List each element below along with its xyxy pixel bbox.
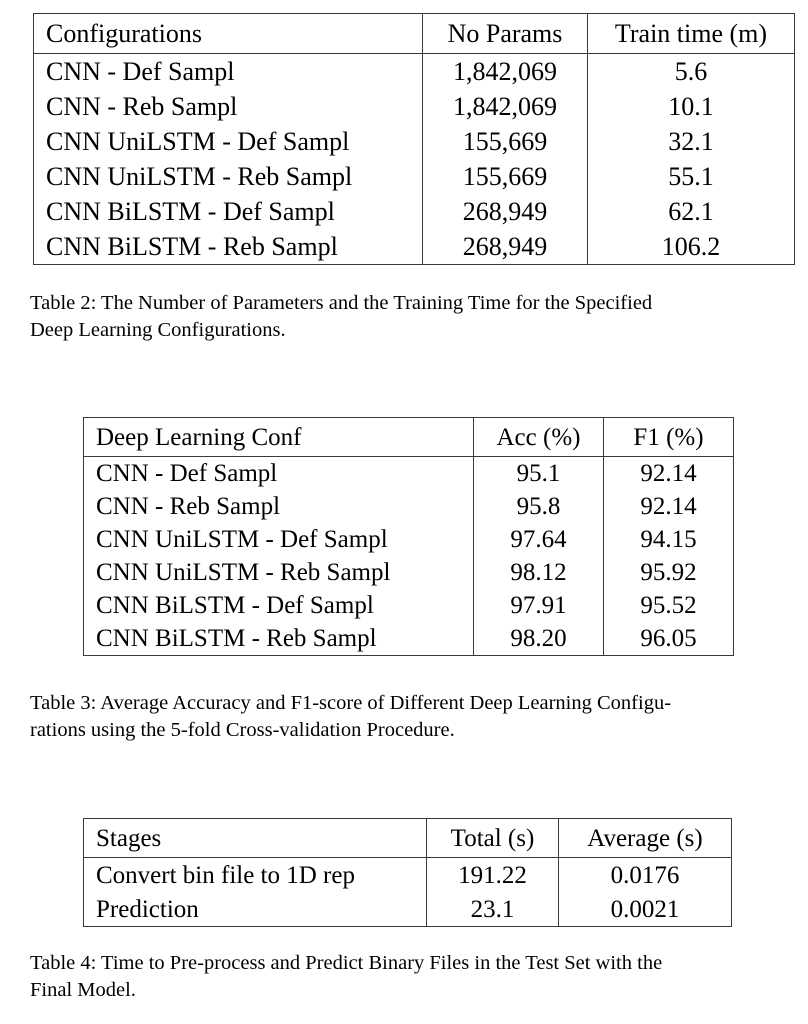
table-3-cell-conf: CNN BiLSTM - Reb Sampl bbox=[96, 625, 377, 652]
table-row bbox=[84, 523, 734, 556]
table-row bbox=[34, 54, 795, 90]
table-2-cell-config: CNN BiLSTM - Def Sampl bbox=[46, 196, 335, 226]
table-3-cell-conf: CNN BiLSTM - Def Sampl bbox=[96, 592, 374, 619]
table-4-cell-average: 0.0021 bbox=[559, 892, 732, 927]
table-3-col-header-f1: F1 (%) bbox=[604, 418, 734, 457]
table-3-cell-f1: 95.52 bbox=[604, 589, 734, 622]
table-2-col-header-configurations: Configurations bbox=[34, 14, 423, 54]
table-row bbox=[34, 124, 795, 159]
table-4-cell-total: 23.1 bbox=[427, 892, 559, 927]
table-2-cell-config: CNN BiLSTM - Reb Sampl bbox=[46, 231, 338, 261]
table-2-col-header-train-time: Train time (m) bbox=[588, 14, 795, 54]
table-4-cell-total: 191.22 bbox=[427, 858, 559, 893]
table-3-cell-acc: 97.91 bbox=[474, 589, 604, 622]
table-row bbox=[84, 858, 732, 893]
table-2-cell-traintime: 10.1 bbox=[588, 89, 795, 124]
caption-line: Table 3: Average Accuracy and F1-score of Different Deep Learning Configu- bbox=[30, 692, 672, 714]
table-4-header-row bbox=[84, 819, 732, 858]
table-2-header-row bbox=[34, 14, 795, 54]
table-2-cell-params: 1,842,069 bbox=[423, 89, 588, 124]
table-2-cell-config: CNN UniLSTM - Reb Sampl bbox=[46, 161, 353, 191]
table-3-cell-f1: 96.05 bbox=[604, 622, 734, 656]
table-3-container bbox=[83, 417, 718, 656]
table-4-cell-average: 0.0176 bbox=[559, 858, 732, 893]
caption-line: Table 4: Time to Pre-process and Predict Binary Files in the Test Set with the bbox=[30, 952, 663, 974]
table-row bbox=[34, 159, 795, 194]
table-2-caption bbox=[30, 290, 780, 345]
table-3-header-row bbox=[84, 418, 734, 457]
table-row bbox=[34, 194, 795, 229]
table-row bbox=[84, 457, 734, 491]
table-row bbox=[84, 892, 732, 927]
table-3-cell-conf: CNN - Reb Sampl bbox=[96, 493, 281, 520]
table-2-col-header-no-params: No Params bbox=[423, 14, 588, 54]
table-4-cell-stage: Convert bin file to 1D rep bbox=[96, 861, 355, 889]
table-4-cell-stage: Prediction bbox=[96, 895, 199, 923]
table-3-cell-acc: 97.64 bbox=[474, 523, 604, 556]
table-3-cell-conf: CNN UniLSTM - Def Sampl bbox=[96, 526, 388, 553]
table-4-col-header-total: Total (s) bbox=[427, 819, 559, 858]
table-row bbox=[84, 622, 734, 656]
table-row bbox=[34, 229, 795, 265]
table-row bbox=[84, 490, 734, 523]
table-2-cell-params: 155,669 bbox=[423, 124, 588, 159]
table-3-col-header-acc: Acc (%) bbox=[474, 418, 604, 457]
table-2-cell-config: CNN - Def Sampl bbox=[46, 56, 235, 86]
table-4-col-header-average: Average (s) bbox=[559, 819, 732, 858]
table-4-container bbox=[83, 818, 716, 927]
table-2-cell-params: 155,669 bbox=[423, 159, 588, 194]
table-row bbox=[34, 89, 795, 124]
table-2-cell-traintime: 32.1 bbox=[588, 124, 795, 159]
table-3-cell-f1: 92.14 bbox=[604, 490, 734, 523]
table-2-cell-traintime: 5.6 bbox=[588, 54, 795, 90]
table-3-cell-f1: 94.15 bbox=[604, 523, 734, 556]
table-2-cell-config: CNN - Reb Sampl bbox=[46, 91, 238, 121]
caption-line: Final Model. bbox=[30, 979, 136, 1002]
table-2-cell-params: 268,949 bbox=[423, 194, 588, 229]
table-row bbox=[84, 556, 734, 589]
table-3-cell-acc: 95.1 bbox=[474, 457, 604, 491]
table-3-cell-acc: 98.20 bbox=[474, 622, 604, 656]
table-4-col-header-stages: Stages bbox=[84, 819, 427, 858]
table-3-caption bbox=[30, 690, 780, 745]
table-3-cell-acc: 95.8 bbox=[474, 490, 604, 523]
table-4 bbox=[83, 818, 732, 927]
table-3-cell-f1: 95.92 bbox=[604, 556, 734, 589]
table-2-container bbox=[33, 13, 779, 265]
table-2-cell-config: CNN UniLSTM - Def Sampl bbox=[46, 126, 350, 156]
table-2 bbox=[33, 13, 795, 265]
table-2-cell-params: 268,949 bbox=[423, 229, 588, 265]
table-3-col-header-conf: Deep Learning Conf bbox=[84, 418, 474, 457]
table-2-cell-traintime: 106.2 bbox=[588, 229, 795, 265]
table-row bbox=[84, 589, 734, 622]
caption-line: rations using the 5-fold Cross-validation Procedure. bbox=[30, 719, 455, 742]
table-2-cell-params: 1,842,069 bbox=[423, 54, 588, 90]
table-2-cell-traintime: 62.1 bbox=[588, 194, 795, 229]
caption-line: Deep Learning Configurations. bbox=[30, 319, 286, 342]
table-3-cell-f1: 92.14 bbox=[604, 457, 734, 491]
table-3-cell-acc: 98.12 bbox=[474, 556, 604, 589]
table-3 bbox=[83, 417, 734, 656]
caption-line: Table 2: The Number of Parameters and the Training Time for the Specified bbox=[30, 292, 653, 314]
table-3-cell-conf: CNN UniLSTM - Reb Sampl bbox=[96, 559, 391, 586]
table-2-cell-traintime: 55.1 bbox=[588, 159, 795, 194]
table-4-caption bbox=[30, 950, 780, 1005]
table-3-cell-conf: CNN - Def Sampl bbox=[96, 460, 278, 487]
